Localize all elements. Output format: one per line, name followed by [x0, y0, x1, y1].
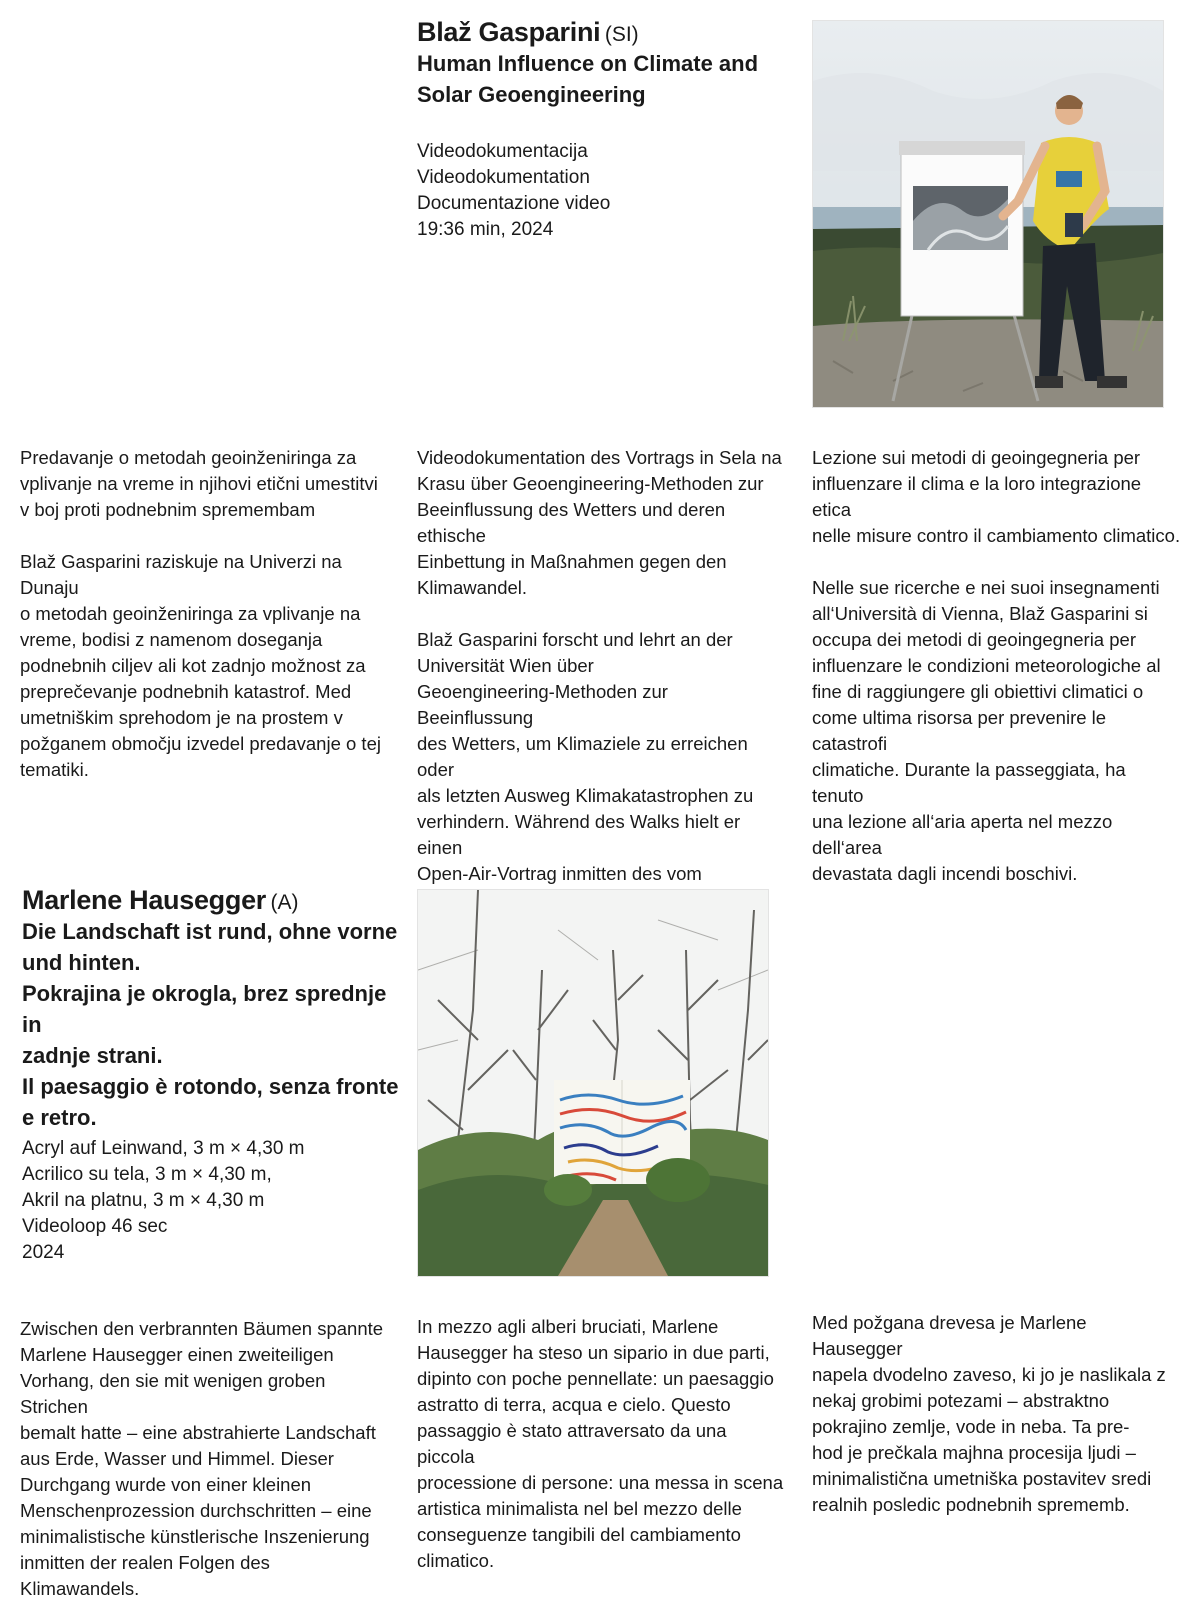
work-title: Human Influence on Climate and Solar Geoengineering [417, 51, 759, 107]
work-title: Die Landschaft ist rund, ohne vorne und hinten. Pokrajina je okrogla, brez sprednje in zadnje strani. Il paesaggio è rotondo, senza fronte e retro. [22, 919, 399, 1130]
installation-photo [417, 889, 769, 1277]
artist-country: (SI) [604, 23, 639, 46]
description-de: Videodokumentation des Vortrags in Sela na Krasu über Geoengineering-Methoden zur Beeinflussung des Wetters und deren ethische Einbettung in Maßnahmen gegen den Klimawandel. Blaž Gasparini forscht und lehrt an der Universität Wien über Geoengineering-Methoden zur Beeinflussung des Wetters, um Klimaziele zu erreichen oder als letzten Ausweg Klimakatastrophen zu verhindern. Während des Walks hielt er einen Open-Air-Vortrag inmitten des vom [417, 447, 782, 884]
description-it: Lezione sui metodi di geoingegneria per influenzare il clima e la loro integrazione etica nelle misure contro il cambiamento climatico. Nelle sue ricerche e nei suoi insegnamenti all‘Università di Vienna, Blaž Gasparini si occupa dei metodi di geoingegneria per influenzare le condizioni meteorologiche al fine di raggiungere gli obiettivi climatici o come ultima risorsa per prevenire le catastrofi climatiche. Durante la passeggiata, ha tenuto una lezione all‘aria aperta nel mezzo dell‘area devastata dagli incendi boschivi. [812, 447, 1181, 884]
artist-name: Blaž Gasparini [417, 17, 601, 47]
artist-country: (A) [270, 891, 299, 914]
artist-name: Marlene Hausegger [22, 885, 266, 915]
description-sl: Med požgana drevesa je Marlene Hausegger napela dvodelno zaveso, ki jo je naslikala z nekaj grobimi potezami – abstraktno pokrajino zemlje, vode in neba. Ta pre- hod je prečkala majhna procesija ljudi – minimalistična umetniška postavitev sredi realnih posledic podnebnih sprememb. [812, 1312, 1166, 1515]
description-it: In mezzo agli alberi bruciati, Marlene Hausegger ha steso un sipario in due parti, dipinto con poche pennellate: un paesaggio astratto di terra, acqua e cielo. Questo passaggio è stato attraversato da una piccola processione di persone: una messa in scena artistica minimalista nel bel mezzo delle conseguenze tangibili del cambiamento climatico. [417, 1316, 784, 1571]
work-details: Acryl auf Leinwand, 3 m × 4,30 m Acrilico su tela, 3 m × 4,30 m, Akril na platnu, 3 m × 4,30 m Videoloop 46 sec 2024 [22, 1138, 305, 1263]
artist-header-gasparini [417, 16, 797, 110]
work-details: Videodokumentacija Videodokumentation Documentazione video 19:36 min, 2024 [417, 141, 611, 240]
description-de: Zwischen den verbrannten Bäumen spannte Marlene Hausegger einen zweiteiligen Vorhang, den sie mit wenigen groben Strichen bemalt hatte – eine abstrahierte Landschaft aus Erde, Wasser und Himmel. Dieser Durchgang wurde von einer kleinen Menschenprozession durchschritten – eine minimalistische künstlerische Inszenierung inmitten der realen Folgen des Klimawandels. [20, 1318, 384, 1599]
artist-name-line [417, 16, 797, 48]
artist-header-hausegger [22, 884, 402, 1133]
description-sl: Predavanje o metodah geoinženiringa za vplivanje na vreme in njihovi etični umestitvi v boj proti podnebnim spremembam Blaž Gasparini raziskuje na Univerzi na Dunaju o metodah geoinženiringa za vplivanje na vreme, bodisi z namenom doseganja podnebnih ciljev ali kot zadnjo možnost za preprečevanje podnebnih katastrof. Med umetniškim sprehodom je na prostem v požganem območju izvedel predavanje o tej tematiki. [20, 447, 381, 780]
lecture-photo [812, 20, 1164, 408]
artist-name-line [22, 884, 402, 916]
